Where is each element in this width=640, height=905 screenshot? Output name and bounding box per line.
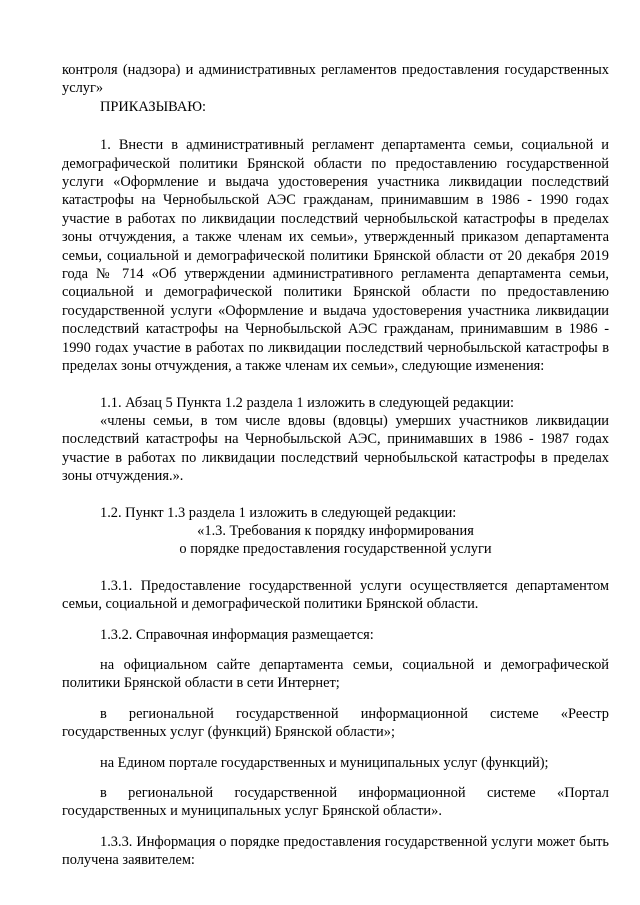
list-item-unified-portal: на Едином портале государственных и муниципальных услуг (функций); [100, 754, 549, 771]
paragraph-item-1-3-2: 1.3.2. Справочная информация размещается: [100, 626, 374, 643]
order-word: ПРИКАЗЫВАЮ: [100, 98, 207, 115]
paragraph-item-1-1-quote: «члены семьи, в том числе вдовы (вдовцы) умерших участников ликвидации последствий катастрофы на Чернобыльской АЭС, принимавших в 1986 - 1987 годах участие в работах по ликвидации последствий чернобыльской катастрофы в пределах зоны отчуждения.». [62, 412, 609, 485]
list-item-official-site: на официальном сайте департамента семьи, социальной и демографической политики Брянской области в сети Интернет; [62, 656, 609, 692]
paragraph-intro-continuation: контроля (надзора) и административных регламентов предоставления государственных услуг» [62, 62, 609, 97]
section-heading-line-1: «1.3. Требования к порядку информирования [197, 522, 474, 539]
list-item-regional-registry: в региональной государственной информационной системе «Реестр государственных услуг (функций) Брянской области»; [62, 705, 609, 741]
paragraph-item-1-1: 1.1. Абзац 5 Пункта 1.2 раздела 1 изложить в следующей редакции: [100, 394, 515, 411]
paragraph-item-1-3-3: 1.3.3. Информация о порядке предоставления государственной услуги может быть получена заявителем: [62, 833, 609, 869]
paragraph-item-1-2: 1.2. Пункт 1.3 раздела 1 изложить в следующей редакции: [100, 504, 457, 521]
document-page [62, 61, 609, 870]
list-item-regional-portal: в региональной государственной информационной системе «Портал государственных и муниципальных услуг Брянской области». [62, 785, 609, 820]
paragraph-item-1-3-1: 1.3.1. Предоставление государственной услуги осуществляется департаментом семьи, социальной и демографической политики Брянской области. [62, 577, 609, 613]
section-heading-line-2: о порядке предоставления государственной услуги [179, 541, 492, 558]
paragraph-item-1: 1. Внести в административный регламент департамента семьи, социальной и демографической политики Брянской области по предоставлению государственной услуги «Оформление и выдача удостоверения участника ликвидации последствий катастрофы на Чернобыльской АЭС гражданам, принимавшим в 1986 - 1990 годах участие в работах по ликвидации последствий чернобыльской катастрофы в пределах зоны отчуждения, а также членам их семьи», утвержденный приказом департамента семьи, социальной и демографической политики Брянской области от 20 декабря 2019 года № 714 «Об утверждении административного регламента департамента семьи, социальной и демографической политики Брянской области по предоставлению государственной услуги «Оформление и выдача удостоверения участника ликвидации последствий катастрофы на Чернобыльской АЭС гражданам, принимавшим в 1986 - 1990 годах участие в работах по ликвидации последствий чернобыльской катастрофы в пределах зоны отчуждения, а также членам их семьи», следующие изменения: [62, 137, 609, 375]
